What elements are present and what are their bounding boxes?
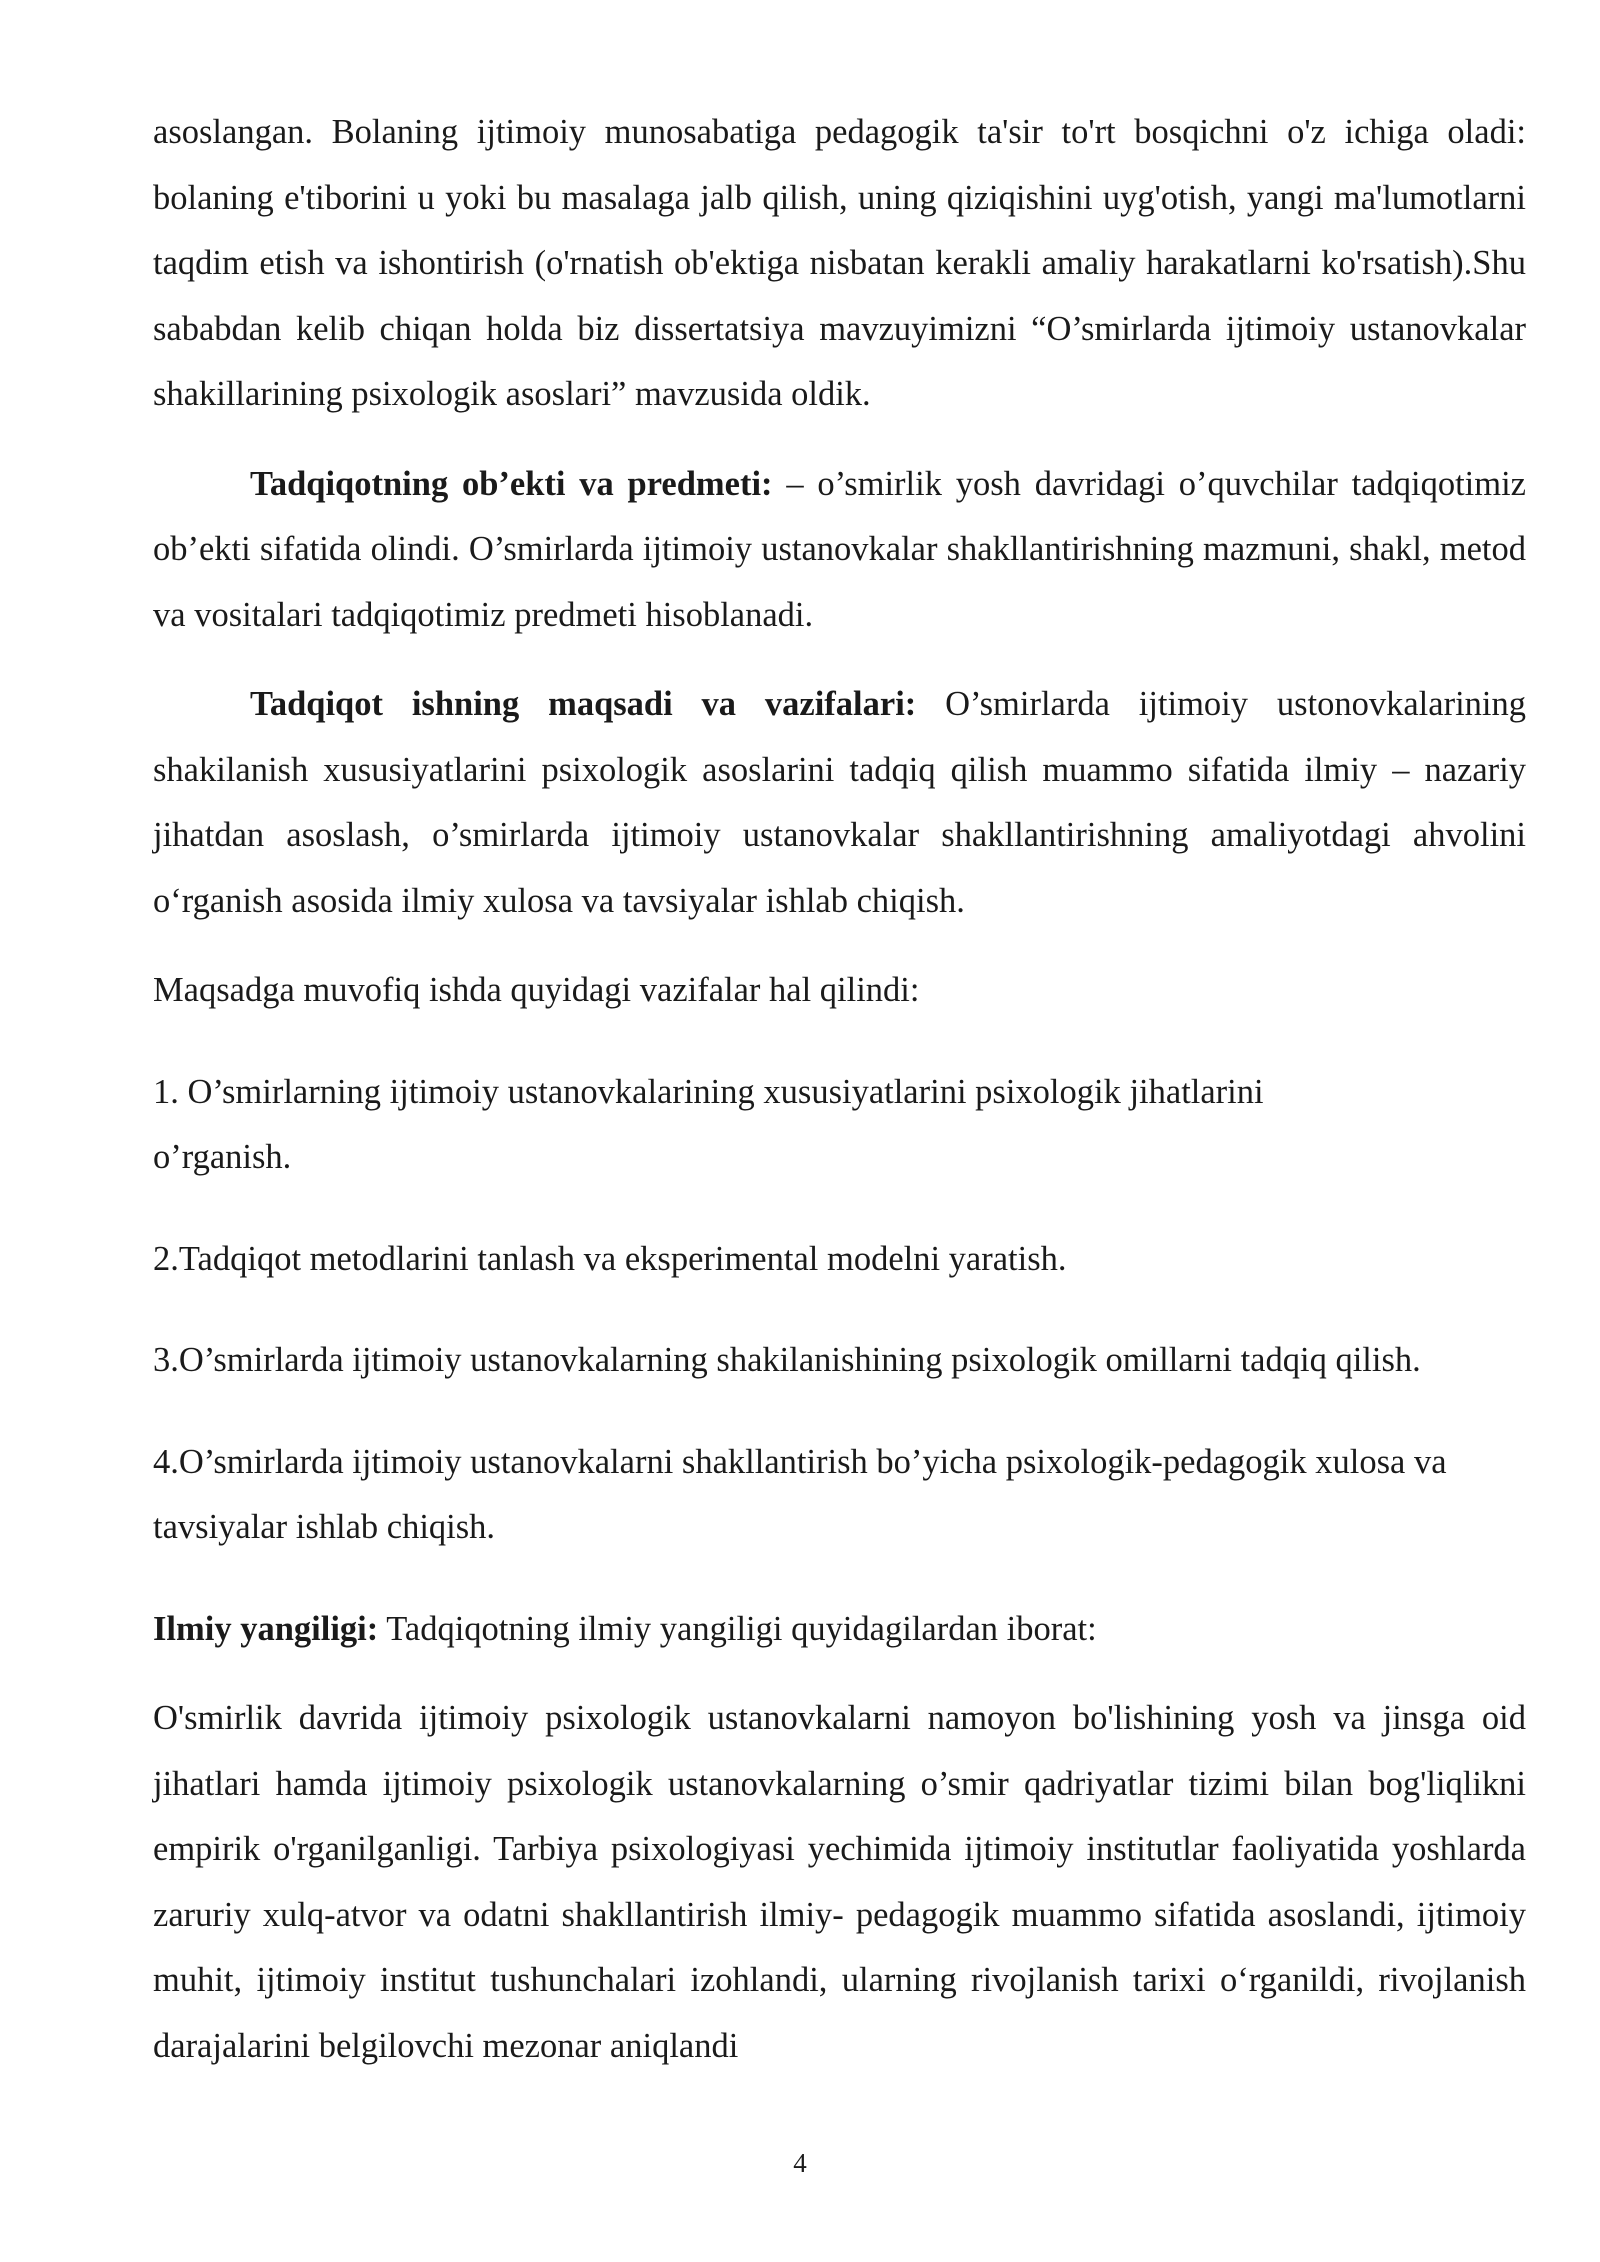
goal-heading: Tadqiqot ishning maqsadi va vazifalari: (250, 685, 917, 723)
novelty-intro-text: Tadqiqotning ilmiy yangiligi quyidagilardan iborat: (378, 1609, 1097, 1648)
task-item-2: 2.Tadqiqot metodlarini tanlash va eksperimental modelni yaratish. (153, 1239, 1067, 1278)
tasks-intro: Maqsadga muvofiq ishda quyidagi vazifalar hal qilindi: (153, 971, 920, 1009)
novelty-paragraph: O'smirlik davrida ijtimoiy psixologik ustanovkalarni namoyon bo'lishining yosh va jinsga oid jihatlari hamda ijtimoiy psixologik ustanovkalarning o’smir qadriyatlar tizimi bilan bog'liqlikni empirik o'rganilganligi. Tarbiya psixologiyasi yechimida ijtimoiy institutlar faoliyatida yoshlarda zaruriy xulq-atvor va odatni shakllantirish ilmiy- pedagogik muammo sifatida asoslandi, ijtimoiy muhit, ijtimoiy institut tushunchalari izohlandi, ularning rivojlanish tarixi oʻrganildi, rivojlanish darajalarini belgilovchi mezonar aniqlandi (153, 1699, 1526, 2065)
page-number: 4 (793, 2148, 807, 2178)
object-paragraph (153, 452, 1526, 649)
document-page (153, 100, 1526, 2079)
task-item-1: 1. O’smirlarning ijtimoiy ustanovkalarining xususiyatlarini psixologik jihatlarini o’rganish. (153, 1072, 1264, 1176)
intro-paragraph: asoslangan. Bolaning ijtimoiy munosabatiga pedagogik ta'sir to'rt bosqichni o'z ichiga oladi: bolaning e'tiborini u yoki bu masalaga jalb qilish, uning qiziqishini uyg'otish, yangi ma'lumotlarni taqdim etish va ishontirish (o'rnatish ob'ektiga nisbatan kerakli amaliy harakatlarni ko'rsatish).Shu sababdan kelib chiqan holda biz dissertatsiya mavzuyimizni “O’smirlarda ijtimoiy ustanovkalar shakillarining psixologik asoslari” mavzusida oldik. (153, 113, 1526, 413)
object-text: – o’smirlik yosh davridagi o’quvchilar tadqiqotimiz ob’ekti sifatida olindi. O’smirlarda ijtimoiy ustanovkalar shakllantirishning mazmuni, shakl, metod va vositalari tadqiqotimiz predmeti hisoblanadi. (153, 464, 1526, 634)
object-heading: Tadqiqotning ob’ekti va predmeti: (250, 464, 773, 503)
task-item-4: 4.O’smirlarda ijtimoiy ustanovkalarni shakllantirish bo’yicha psixologik-pedagogik xulosa va tavsiyalar ishlab chiqish. (153, 1442, 1447, 1546)
goal-paragraph (153, 672, 1526, 934)
novelty-heading: Ilmiy yangiligi: (153, 1609, 379, 1648)
goal-text: O’smirlarda ijtimoiy ustonovkalarining shakilanish xususiyatlarini psixologik asoslarini tadqiq qilish muammo sifatida ilmiy – nazariy jihatdan asoslash, o’smirlarda ijtimoiy ustanovkalar shakllantirishning amaliyotdagi ahvolini oʻrganish asosida ilmiy xulosa va tavsiyalar ishlab chiqish. (153, 685, 1526, 920)
task-item-3: 3.O’smirlarda ijtimoiy ustanovkalarning shakilanishining psixologik omillarni tadqiq qilish. (153, 1341, 1421, 1379)
novelty-heading-line (153, 1597, 1526, 1663)
